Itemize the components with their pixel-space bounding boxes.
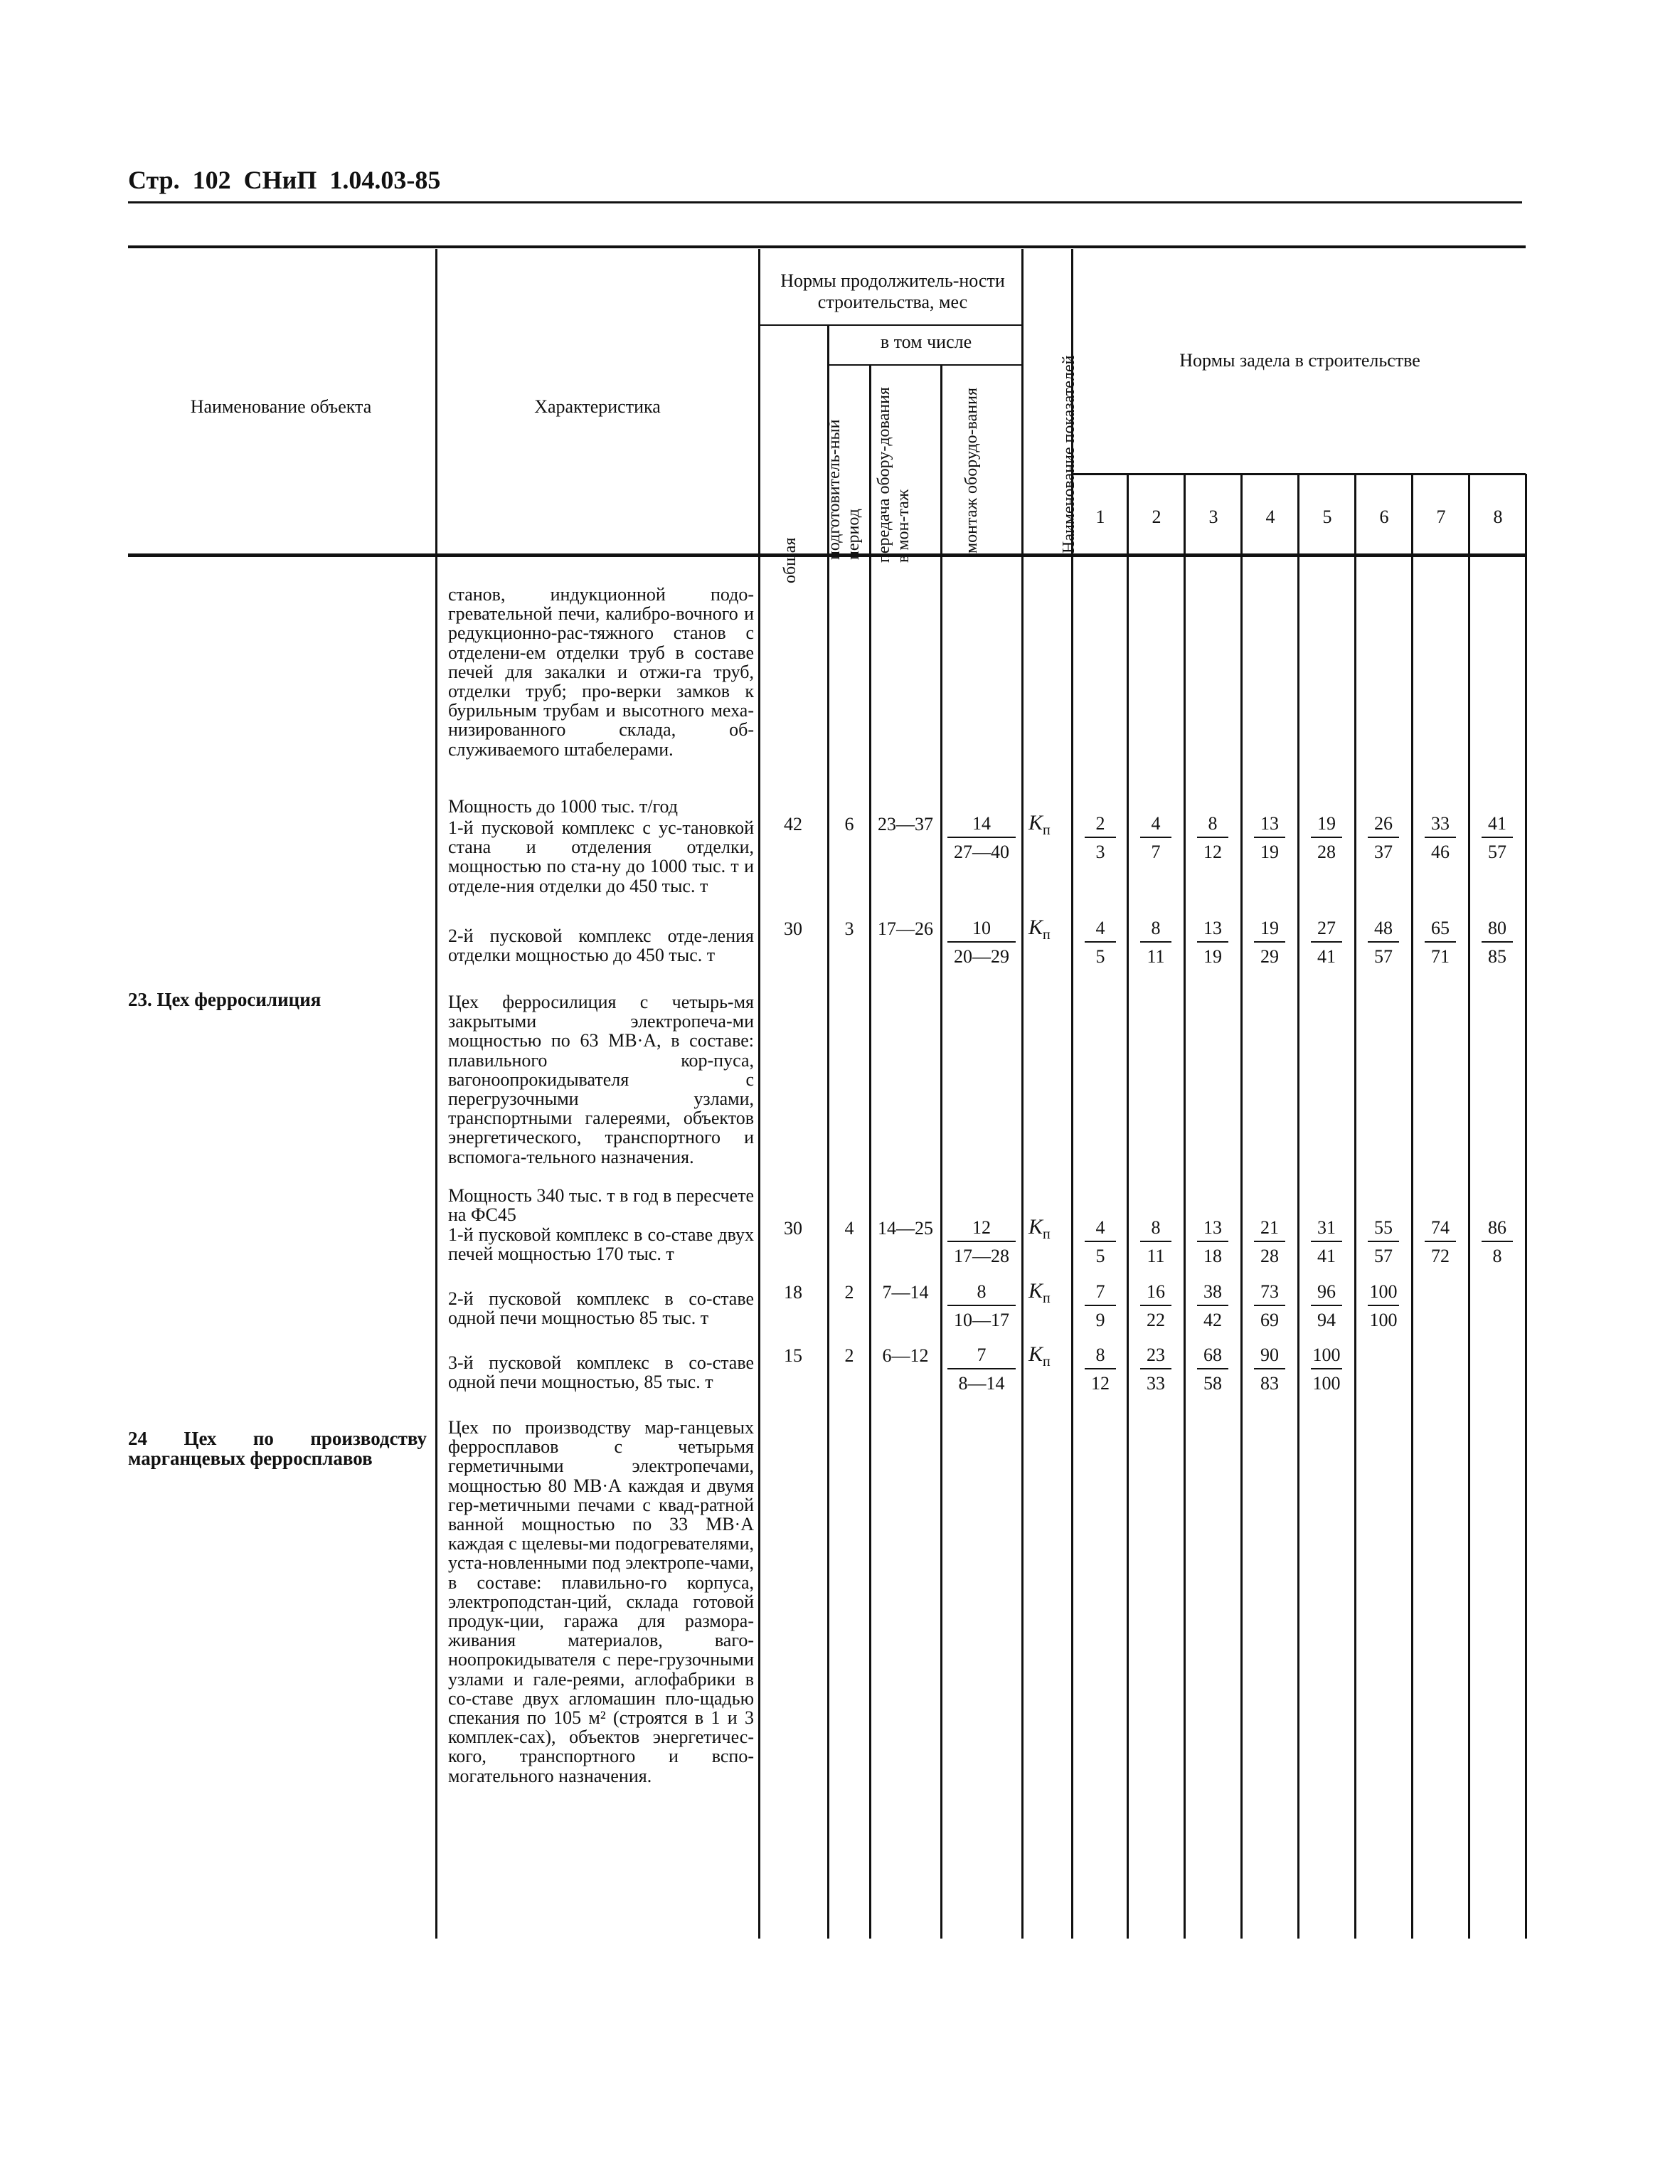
reserve-value <box>1131 811 1181 864</box>
row-mount-range: 17—28 <box>947 1241 1016 1268</box>
reserve-numerator: 4 <box>1095 1217 1105 1238</box>
reserve-numerator: 2 <box>1095 813 1105 834</box>
row-mount-value: 8 <box>977 1281 987 1302</box>
reserve-denominator: 11 <box>1140 1241 1171 1268</box>
reserve-denominator: 57 <box>1482 837 1513 864</box>
reserve-denominator: 71 <box>1425 941 1456 968</box>
reserve-col-3: 3 <box>1208 507 1218 527</box>
header-characteristic: Характеристика <box>534 396 661 417</box>
reserve-numerator: 21 <box>1260 1217 1279 1238</box>
reserve-numerator: 100 <box>1312 1345 1341 1365</box>
reserve-denominator: 85 <box>1482 941 1513 968</box>
char-text-3: 1-й пусковой комплекс с ус-тановкой стана и отделения отделки, мощностью по ста-ну до 1000 тыс. т и отделе-ния отделки до 450 тыс. т <box>448 817 754 896</box>
reserve-denominator: 7 <box>1140 837 1171 864</box>
char-text-5: Цех ферросилиция с четырь-мя закрытыми электропеча-ми мощностью по 63 МВ·А, в составе: плавильного кор-пуса, вагоноопрокидывателя с перегрузочными узлами, транспортными галереями, объектов энергетического, транспортного и вспомога-тельного назначения. <box>448 992 754 1167</box>
reserve-denominator: 5 <box>1085 1241 1116 1268</box>
row-total: 15 <box>784 1345 802 1366</box>
col-divider <box>940 366 942 1939</box>
row-indicator-subscript: п <box>1043 822 1051 838</box>
reserve-denominator: 42 <box>1197 1305 1228 1332</box>
reserve-value <box>1359 916 1408 968</box>
reserve-numerator: 73 <box>1260 1281 1279 1302</box>
reserve-denominator: 100 <box>1311 1368 1342 1395</box>
reserve-numerator: 31 <box>1317 1217 1336 1238</box>
reserve-value <box>1245 1342 1294 1395</box>
reserve-value <box>1188 1342 1238 1395</box>
object-24-line1: 24 Цех по производству <box>128 1428 427 1449</box>
char-text-10: Цех по производству мар-ганцевых ферросплавов с четырьмя герметичными электропечами, мощностью 80 МВ·А каждая и двумя гер-метичными печами с квад-ратной ванной мощностью по 33 МВ·А каждая с щелевы-ми подогревателями, уста-новленными под электропе-чами, в составе: плавильно-го корпуса, электроподстан-ций, склада готовой продук-ции, гаража для размора-живания материалов, ваго-ноопрокидывателя с пере-грузочными узлами и гале-реями, аглофабрики в со-ставе двух агломашин пло-щадью спекания по 105 м² (строятся в 1 и 3 комплек-сах), объектов энергетичес-кого, транспортного и вспо-могательного назначения. <box>448 1417 754 1786</box>
reserve-denominator: 3 <box>1085 837 1116 864</box>
reserve-denominator: 9 <box>1085 1305 1116 1332</box>
reserve-denominator: 5 <box>1085 941 1116 968</box>
reserve-denominator: 69 <box>1254 1305 1285 1332</box>
char-text-6: Мощность 340 тыс. т в год в пересчете на ФС45 <box>448 1185 754 1226</box>
header-incl: в том числе <box>880 332 972 352</box>
header-prep: подготовитель-ный период <box>825 419 863 560</box>
reserve-value <box>1415 916 1465 968</box>
reserve-col-5: 5 <box>1322 507 1332 527</box>
reserve-numerator: 96 <box>1317 1281 1336 1302</box>
row-prep: 3 <box>844 918 854 939</box>
reserve-numerator: 86 <box>1488 1217 1506 1238</box>
reserve-col-8: 8 <box>1493 507 1503 527</box>
reserve-numerator: 8 <box>1095 1345 1105 1365</box>
header-total: общая <box>781 537 799 583</box>
reserve-numerator: 16 <box>1147 1281 1165 1302</box>
row-mount <box>939 1279 1024 1332</box>
row-transfer: 23—37 <box>878 814 933 834</box>
header-indicator: Наименование показателей <box>1060 355 1078 553</box>
reserve-value <box>1131 1342 1181 1395</box>
header-mount: монтаж оборудо-вания <box>962 387 981 553</box>
reserve-denominator: 94 <box>1311 1305 1342 1332</box>
reserve-denominator: 57 <box>1368 1241 1399 1268</box>
reserve-value <box>1075 811 1125 864</box>
col-divider <box>1411 474 1413 1939</box>
reserve-value <box>1131 1279 1181 1332</box>
reserve-denominator: 100 <box>1368 1305 1399 1332</box>
reserve-value <box>1188 916 1238 968</box>
reserve-numerator: 8 <box>1208 813 1218 834</box>
char-text-7: 1-й пусковой комплекс в со-ставе двух печей мощностью 170 тыс. т <box>448 1224 754 1265</box>
reserve-col-1: 1 <box>1095 507 1105 527</box>
reserve-value <box>1472 1215 1522 1268</box>
reserve-numerator: 33 <box>1431 813 1450 834</box>
row-transfer: 17—26 <box>878 918 933 939</box>
reserve-denominator: 72 <box>1425 1241 1456 1268</box>
reserve-value <box>1075 916 1125 968</box>
row-mount <box>939 1215 1024 1268</box>
reserve-denominator: 22 <box>1140 1305 1171 1332</box>
row-mount <box>939 916 1024 968</box>
row-transfer: 6—12 <box>882 1345 929 1366</box>
row-indicator-subscript: п <box>1043 1226 1051 1242</box>
row-mount-range: 27—40 <box>947 837 1016 864</box>
col-divider <box>1468 474 1470 1939</box>
col-divider <box>1354 474 1356 1939</box>
col-divider <box>1297 474 1299 1939</box>
col-divider <box>758 249 760 1939</box>
reserve-denominator: 19 <box>1197 941 1228 968</box>
reserve-denominator: 29 <box>1254 941 1285 968</box>
row-total: 42 <box>784 814 802 834</box>
reserve-value <box>1245 1215 1294 1268</box>
reserve-col-6: 6 <box>1379 507 1389 527</box>
reserve-numerator: 48 <box>1374 918 1393 938</box>
reserve-value <box>1415 1215 1465 1268</box>
row-mount-value: 14 <box>972 813 991 834</box>
row-mount-range: 20—29 <box>947 941 1016 968</box>
reserve-denominator: 12 <box>1085 1368 1116 1395</box>
reserve-numerator: 41 <box>1488 813 1506 834</box>
col-divider <box>1240 474 1243 1939</box>
row-mount <box>939 811 1024 864</box>
reserve-denominator: 28 <box>1254 1241 1285 1268</box>
row-indicator-subscript: п <box>1043 1290 1051 1306</box>
table-top-rule <box>128 245 1526 248</box>
row-mount-range: 10—17 <box>947 1305 1016 1332</box>
row-indicator <box>1028 1215 1051 1243</box>
row-indicator-symbol: K <box>1028 1342 1043 1366</box>
reserve-numerator: 13 <box>1260 813 1279 834</box>
reserve-value <box>1472 916 1522 968</box>
reserve-denominator: 83 <box>1254 1368 1285 1395</box>
row-mount-value: 10 <box>972 918 991 938</box>
reserve-numerator: 38 <box>1203 1281 1222 1302</box>
row-indicator-subscript: п <box>1043 927 1051 943</box>
reserve-denominator: 41 <box>1311 1241 1342 1268</box>
reserve-denominator: 8 <box>1482 1241 1513 1268</box>
reserve-denominator: 33 <box>1140 1368 1171 1395</box>
duration-group-rule <box>760 324 1023 326</box>
header-object: Наименование объекта <box>190 396 372 417</box>
row-indicator-symbol: K <box>1028 1215 1043 1239</box>
reserve-value <box>1415 811 1465 864</box>
reserve-numerator: 19 <box>1260 918 1279 938</box>
reserve-col-4: 4 <box>1265 507 1275 527</box>
row-mount-value: 12 <box>972 1217 991 1238</box>
reserve-denominator: 19 <box>1254 837 1285 864</box>
char-text-4: 2-й пусковой комплекс отде-ления отделки мощностью до 450 тыс. т <box>448 926 754 966</box>
row-indicator-symbol: K <box>1028 916 1043 939</box>
row-mount <box>939 1342 1024 1395</box>
reserve-value <box>1245 811 1294 864</box>
char-text-9: 3-й пусковой комплекс в со-ставе одной печи мощностью, 85 тыс. т <box>448 1352 754 1393</box>
row-prep: 6 <box>844 814 854 834</box>
reserve-value <box>1359 1215 1408 1268</box>
col-divider <box>1021 249 1024 1939</box>
reserve-denominator: 28 <box>1311 837 1342 864</box>
row-total: 30 <box>784 918 802 939</box>
row-prep: 2 <box>844 1345 854 1366</box>
reserve-numerator: 65 <box>1431 918 1450 938</box>
reserve-numerator: 68 <box>1203 1345 1222 1365</box>
row-mount-value: 7 <box>977 1345 987 1365</box>
reserve-numerator: 80 <box>1488 918 1506 938</box>
reserve-denominator: 18 <box>1197 1241 1228 1268</box>
reserve-value <box>1302 916 1351 968</box>
col-divider <box>1127 474 1129 1939</box>
reserve-col-2: 2 <box>1152 507 1161 527</box>
reserve-value <box>1302 811 1351 864</box>
row-indicator-symbol: K <box>1028 1279 1043 1303</box>
reserve-denominator: 11 <box>1140 941 1171 968</box>
char-text-8: 2-й пусковой комплекс в со-ставе одной печи мощностью 85 тыс. т <box>448 1288 754 1329</box>
page-header: Стр. 102 СНиП 1.04.03-85 <box>128 166 441 194</box>
reserve-numerator: 19 <box>1317 813 1336 834</box>
reserve-numerator: 13 <box>1203 1217 1222 1238</box>
col-divider <box>1525 474 1527 1939</box>
reserve-denominator: 57 <box>1368 941 1399 968</box>
col-divider <box>827 326 829 1939</box>
reserve-value <box>1188 1215 1238 1268</box>
reserve-denominator: 37 <box>1368 837 1399 864</box>
reserve-denominator: 12 <box>1197 837 1228 864</box>
char-text-2: Мощность до 1000 тыс. т/год <box>448 796 678 817</box>
reserve-numerator: 4 <box>1151 813 1161 834</box>
header-transfer: передача обору-дования в мон-таж <box>875 387 913 563</box>
reserve-numerator: 55 <box>1374 1217 1393 1238</box>
row-indicator <box>1028 916 1051 943</box>
reserve-numerator: 4 <box>1095 918 1105 938</box>
reserve-value <box>1245 916 1294 968</box>
row-total: 18 <box>784 1282 802 1303</box>
header-reserve: Нормы задела в строительстве <box>1179 350 1420 371</box>
char-text-1: станов, индукционной подо-гревательной печи, калибро-вочного и редукционно-рас-тяжного станов с отделени-ем отделки труб в составе печей для закалки и отжи-га труб, отделки труб; про-верки замков к бурильным трубам и высотного меха-низированного склада, об-служиваемого штабелерами. <box>448 584 754 760</box>
incl-rule <box>829 364 1023 366</box>
reserve-numerator: 74 <box>1431 1217 1450 1238</box>
reserve-numerator: 7 <box>1095 1281 1105 1302</box>
reserve-value <box>1302 1215 1351 1268</box>
header-rule <box>128 201 1522 203</box>
reserve-denominator: 41 <box>1311 941 1342 968</box>
col-divider <box>435 249 437 1939</box>
header-duration-group: Нормы продолжитель-ности строительства, мес <box>780 270 1005 312</box>
row-prep: 4 <box>844 1218 854 1239</box>
row-transfer: 7—14 <box>882 1282 929 1303</box>
reserve-numerator: 27 <box>1317 918 1336 938</box>
col-divider <box>869 366 871 1939</box>
object-24-line2: марганцевых ферросплавов <box>128 1448 373 1469</box>
reserve-value <box>1075 1215 1125 1268</box>
reserve-value <box>1359 1279 1408 1332</box>
reserve-numerator: 23 <box>1147 1345 1165 1365</box>
row-prep: 2 <box>844 1282 854 1303</box>
reserve-value <box>1472 811 1522 864</box>
row-indicator <box>1028 1342 1051 1370</box>
reserve-numerator: 8 <box>1151 918 1161 938</box>
reserve-value <box>1131 916 1181 968</box>
reserve-value <box>1188 811 1238 864</box>
reserve-value <box>1188 1279 1238 1332</box>
reserve-value <box>1359 811 1408 864</box>
row-indicator <box>1028 811 1051 839</box>
row-total: 30 <box>784 1218 802 1239</box>
reserve-numerator: 100 <box>1369 1281 1398 1302</box>
reserve-value <box>1245 1279 1294 1332</box>
reserve-col-7: 7 <box>1436 507 1446 527</box>
row-indicator-symbol: K <box>1028 811 1043 834</box>
col-divider <box>1184 474 1186 1939</box>
reserve-denominator: 46 <box>1425 837 1456 864</box>
reserve-value <box>1302 1342 1351 1395</box>
reserve-value <box>1131 1215 1181 1268</box>
row-indicator <box>1028 1279 1051 1307</box>
reserve-numerator: 13 <box>1203 918 1222 938</box>
object-23: 23. Цех ферросилиция <box>128 989 321 1010</box>
row-transfer: 14—25 <box>878 1218 933 1239</box>
row-mount-range: 8—14 <box>947 1368 1016 1395</box>
reserve-value <box>1075 1342 1125 1395</box>
reserve-numerator: 90 <box>1260 1345 1279 1365</box>
reserve-value <box>1075 1279 1125 1332</box>
reserve-numerator: 8 <box>1151 1217 1161 1238</box>
reserve-value <box>1302 1279 1351 1332</box>
row-indicator-subscript: п <box>1043 1354 1051 1369</box>
reserve-denominator: 58 <box>1197 1368 1228 1395</box>
reserve-numerator: 26 <box>1374 813 1393 834</box>
